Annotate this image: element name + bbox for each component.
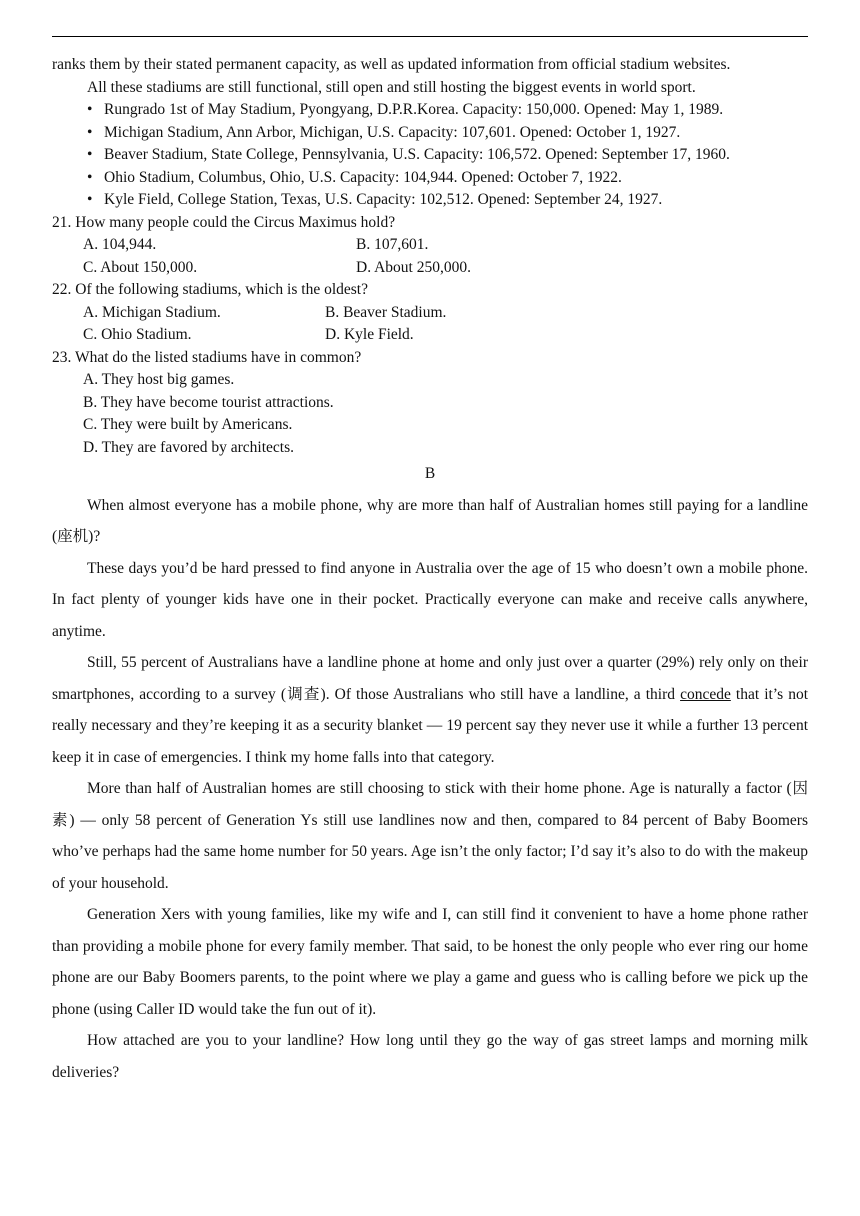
paragraph-text: that it’s not really necessary and they’re keeping it as a security blanket — 19 percent say they never use it while a further 13 percent keep it in case of emergencies. I think my home falls into that category. (52, 685, 809, 766)
stadium-list-item (87, 99, 808, 122)
option-b: B. 107,601. (356, 236, 429, 253)
option-d: D. They are favored by architects. (83, 438, 295, 456)
option-a: A. Michigan Stadium. (83, 303, 221, 321)
option-c: C. Ohio Stadium. (83, 326, 192, 343)
passage-b-paragraph: How attached are you to your landline? How long until they go the way of gas street lamps and morning milk deliveries? (52, 1032, 808, 1081)
option-d: D. Kyle Field. (325, 326, 414, 343)
stadium-text: Kyle Field, College Station, Texas, U.S. Capacity: 102,512. Opened: September 24, 1927. (104, 191, 663, 208)
header-rule (52, 36, 808, 37)
passage-a-intro: ranks them by their stated permanent capacity, as well as updated information from official stadium websites. (52, 56, 731, 73)
question-21-stem: 21. How many people could the Circus Maximus hold? (52, 213, 396, 231)
stadium-list-item (87, 122, 808, 145)
stadium-text: Rungrado 1st of May Stadium, Pyongyang, D.P.R.Korea. Capacity: 150,000. Opened: May 1, 1989. (104, 101, 724, 118)
passage-b-paragraph: More than half of Australian homes are still choosing to stick with their home phone. Age is naturally a factor (因素) — only 58 percent of Generation Ys still use landlines now and then, compared to 84 percent of Baby Boomers who’ve perhaps had the same home number for 50 years. Age isn’t the only factor; I’d say it’s also to do with the makeup of your household. (52, 780, 808, 892)
passage-b (52, 490, 808, 1089)
bullet-icon: • (87, 123, 93, 141)
question-21-options-row-1 (83, 234, 808, 257)
option-c: C. About 150,000. (83, 258, 198, 276)
question-22-options-row-1 (83, 302, 808, 325)
passage-b-paragraph: When almost everyone has a mobile phone, why are more than half of Australian homes still paying for a landline (座机)? (52, 496, 808, 545)
passage-b-paragraph (52, 647, 808, 773)
passage-b-paragraph: These days you’d be hard pressed to find anyone in Australia over the age of 15 who doesn’t own a mobile phone. In fact plenty of younger kids have one in their pocket. Practically everyone can make and receive calls anywhere, anytime. (52, 559, 808, 640)
bullet-icon: • (87, 101, 93, 118)
stadium-list-item (87, 189, 808, 212)
bullet-icon: • (87, 146, 93, 163)
section-b-label: B (424, 465, 436, 482)
question-22-stem: 22. Of the following stadiums, which is the oldest? (52, 281, 368, 298)
option-d: D. About 250,000. (356, 258, 471, 276)
option-a: A. They host big games. (83, 371, 235, 388)
stadium-text: Michigan Stadium, Ann Arbor, Michigan, U.S. Capacity: 107,601. Opened: October 1, 1927. (104, 123, 681, 141)
stadium-list-item (87, 144, 808, 167)
option-b: B. Beaver Stadium. (325, 303, 447, 321)
passage-a-summary: All these stadiums are still functional, still open and still hosting the biggest events in world sport. (87, 78, 696, 96)
bullet-icon: • (87, 191, 93, 208)
page-content (52, 54, 808, 1088)
underlined-word: concede (680, 685, 731, 703)
passage-b-paragraph: Generation Xers with young families, like my wife and I, can still find it convenient to have a home phone rather than providing a mobile phone for every family member. That said, to be honest the only people who ever ring our home phone are our Baby Boomers parents, to the point where we play a game and guess who is calling before we pick up the phone (using Caller ID would take the fun out of it). (52, 906, 808, 1018)
stadium-text: Beaver Stadium, State College, Pennsylvania, U.S. Capacity: 106,572. Opened: September 17, 1960. (104, 146, 730, 163)
stadium-list-item (87, 167, 808, 190)
option-a: A. 104,944. (83, 236, 157, 253)
stadium-text: Ohio Stadium, Columbus, Ohio, U.S. Capacity: 104,944. Opened: October 7, 1922. (104, 168, 622, 186)
option-b: B. They have become tourist attractions. (83, 393, 334, 411)
question-22-options-row-2 (83, 324, 808, 347)
question-23-stem: 23. What do the listed stadiums have in common? (52, 348, 362, 366)
paragraph-text: Still, 55 percent of Australians have a landline phone at home and only just over a quarter (29%) rely only on their smartphones, according to a survey (调查). Of those Australians who still have a landline, a third (52, 654, 808, 703)
question-21-options-row-2 (83, 257, 808, 280)
option-c: C. They were built by Americans. (83, 416, 293, 433)
bullet-icon: • (87, 168, 93, 186)
